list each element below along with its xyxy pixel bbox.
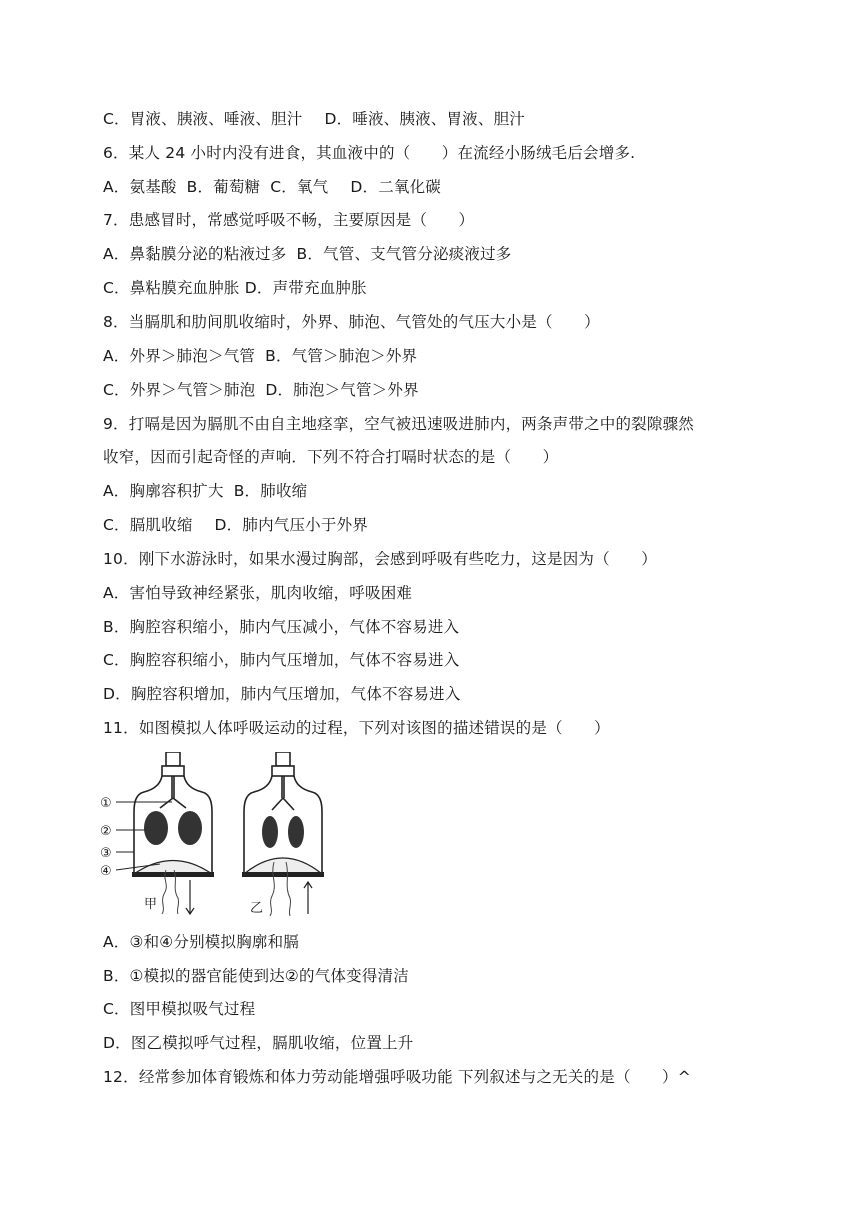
q7-options-cd (103, 278, 367, 298)
lung-left-b (178, 811, 202, 845)
q7-option-b: B．气管、支气管分泌痰液过多 (296, 245, 512, 263)
q5-option-c: C．胃液、胰液、唾液、胆汁 (103, 110, 303, 128)
jar-left-base (132, 872, 214, 877)
label-3: ③ (100, 846, 112, 861)
q9-option-a: A．胸廓容积扩大 (103, 482, 224, 500)
q8-options-ab (103, 346, 417, 366)
label-1: ① (100, 796, 112, 811)
q9-stem-line2: 收窄，因而引起奇怪的声响．下列不符合打嗝时状态的是（ ） (103, 448, 559, 466)
q11-stem: 11．如图模拟人体呼吸运动的过程，下列对该图的描述错误的是（ ） (103, 719, 610, 737)
diaphragm-left (134, 861, 212, 875)
q8-stem: 8．当膈肌和肋间肌收缩时，外界、肺泡、气管处的气压大小是（ ） (103, 313, 600, 331)
q8-option-c: C．外界＞气管＞肺泡 (103, 381, 256, 399)
q8-option-d: D．肺泡＞气管＞外界 (265, 381, 419, 399)
q7-option-c: C．鼻粘膜充血肿胀 (103, 279, 240, 297)
q9-option-c: C．膈肌收缩 (103, 516, 193, 534)
q6-option-b: B．葡萄糖 (186, 178, 261, 196)
q5-options-cd (103, 109, 525, 129)
label-2: ② (100, 824, 112, 839)
arrow-up-icon (304, 882, 312, 914)
q6-options (103, 177, 441, 197)
q6-option-d: D．二氧化碳 (350, 178, 442, 196)
q12-stem: 12．经常参加体育锻炼和体力劳动能增强呼吸功能 下列叙述与之无关的是（ ）^ (103, 1068, 691, 1086)
q10-option-c: C．胸腔容积缩小，肺内气压增加，气体不容易进入 (103, 651, 460, 669)
q7-stem: 7．患感冒时，常感觉呼吸不畅，主要原因是（ ） (103, 211, 475, 229)
q9-options-ab (103, 481, 307, 501)
q10-option-b: B．胸腔容积缩小，肺内气压减小，气体不容易进入 (103, 618, 460, 636)
q10-option-a: A．害怕导致神经紧张，肌肉收缩，呼吸困难 (103, 584, 413, 602)
q7-option-a: A．鼻黏膜分泌的粘液过多 (103, 245, 287, 263)
caption-jia: 甲 (144, 897, 158, 912)
q6-stem: 6．某人 24 小时内没有进食，其血液中的（ ）在流经小肠绒毛后会增多. (103, 144, 636, 162)
q8-option-b: B．气管＞肺泡＞外界 (265, 347, 418, 365)
breathing-model-figure (100, 752, 340, 922)
jar-right-base (242, 872, 324, 877)
q11-option-b: B．①模拟的器官能使到达②的气体变得清洁 (103, 967, 409, 985)
q9-stem-line1: 9．打嗝是因为膈肌不由自主地痉挛，空气被迅速吸进肺内，两条声带之中的裂隙骤然 (103, 415, 694, 433)
q9-options-cd (103, 515, 368, 535)
q11-option-d: D．图乙模拟呼气过程，膈肌收缩，位置上升 (103, 1034, 414, 1052)
arrow-down-icon (186, 880, 194, 914)
q8-option-a: A．外界＞肺泡＞气管 (103, 347, 256, 365)
lung-right-a (262, 816, 278, 848)
q7-options-ab (103, 244, 511, 264)
lung-right-b (288, 816, 304, 848)
jar-right (244, 752, 322, 874)
label-4: ④ (100, 864, 112, 879)
q9-option-b: B．肺收缩 (233, 482, 308, 500)
lung-left-a (144, 811, 168, 845)
caption-yi: 乙 (250, 901, 264, 916)
q11-option-c: C．图甲模拟吸气过程 (103, 1000, 256, 1018)
q10-stem: 10．刚下水游泳时，如果水漫过胸部，会感到呼吸有些吃力，这是因为（ ） (103, 550, 657, 568)
q6-option-a: A．氨基酸 (103, 178, 177, 196)
jar-left (134, 752, 212, 874)
q7-option-d: D．声带充血肿胀 (244, 279, 367, 297)
q10-option-d: D．胸腔容积增加，肺内气压增加，气体不容易进入 (103, 685, 461, 703)
q9-option-d: D．肺内气压小于外界 (214, 516, 368, 534)
q5-option-d: D．唾液、胰液、胃液、胆汁 (324, 110, 525, 128)
q6-option-c: C．氧气 (270, 178, 329, 196)
q11-option-a: A．③和④分别模拟胸廓和膈 (103, 933, 299, 951)
diaphragm-right (244, 858, 322, 874)
q8-options-cd (103, 380, 419, 400)
